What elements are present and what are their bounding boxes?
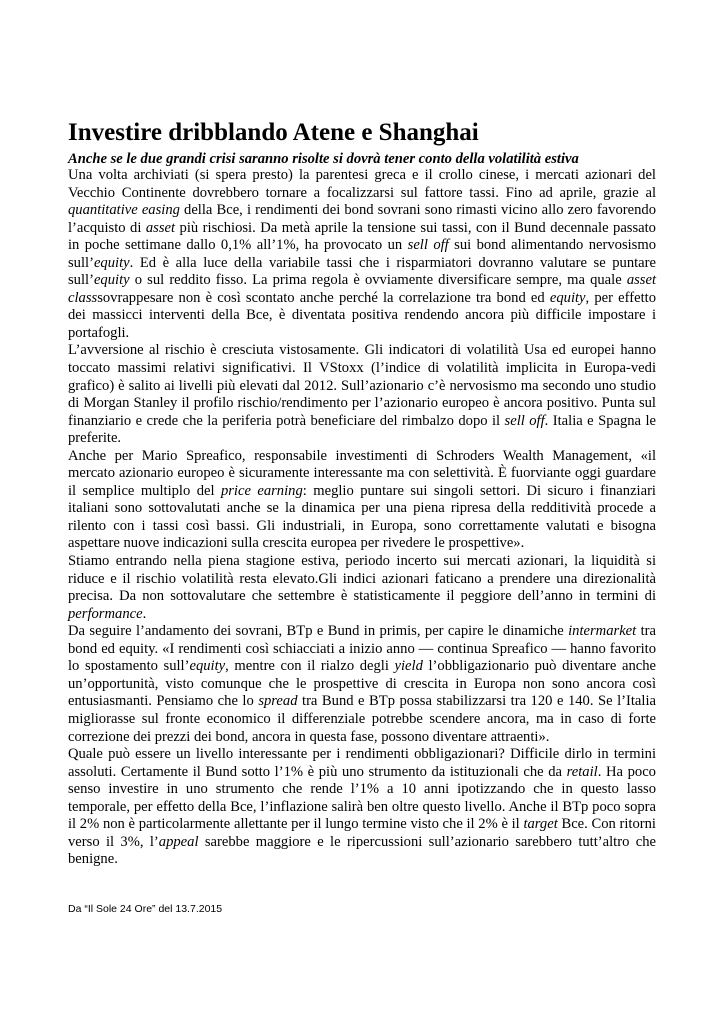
paragraph-text: o sul reddito fisso. La prima regola è ovviamente diversificare sempre, ma quale	[129, 272, 627, 289]
paragraph-text: .	[142, 605, 147, 622]
italic-term: target	[523, 816, 558, 833]
paragraph-text: più rischiosi. Da metà aprile la tensione sui tassi, con il Bund decennale passato in poche settimane dallo 0,1% all’1%, ha provocato un	[68, 219, 656, 254]
italic-term: intermarket	[568, 623, 637, 640]
article-title: Investire dribblando Atene e Shanghai	[68, 119, 479, 146]
italic-term: quantitative easing	[68, 202, 180, 219]
italic-term: spread	[258, 693, 298, 710]
paragraph-text: sui bond alimentando nervosismo sull’	[68, 237, 657, 271]
paragraph-text: . Italia e Spagna le preferite.	[68, 412, 657, 447]
paragraph-text: . Ha poco senso investire in uno strumento che rende l’1% a 10 anni ipotizzando che in questo lasso temporale, per effetto della Bce, l’inflazione salirà ben oltre questo livello. Anche il BTp poco sopra il 2% non è particolarmente allettante per il lungo termine visto che il 2% è il	[68, 763, 656, 833]
article-paragraph	[68, 623, 656, 746]
paragraph-text: Anche per Mario Spreafico, responsabile investimenti di Schroders Wealth Management, «il mercato azionario europeo è sicuramente interessante ma con selettività. È fuorviante oggi guardare il semplice multiplo del	[68, 447, 656, 499]
paragraph-text: . Ed è alla luce della variabile tassi che i risparmiatori dovranno valutare se puntare sull’	[68, 254, 656, 289]
paragraph-text: , per effetto dei massicci interventi della Bce, è diventata positiva rendendo ancora più difficile impostare i portafogli.	[68, 289, 656, 341]
italic-term: performance	[68, 605, 143, 622]
italic-term: price earning	[220, 482, 303, 499]
article-paragraph	[68, 553, 656, 623]
paragraph-text: tra Bund e BTp possa stabilizzarsi tra 120 e 140. Se l’Italia migliorasse sul fronte economico il differenziale potrebbe scendere ancora, ma in caso di forte correzione dei prezzi dei bond, ancora in questa fase, possono diventare attraenti».	[68, 693, 656, 745]
source-credit: Da “Il Sole 24 Ore” del 13.7.2015	[68, 903, 223, 915]
paragraph-text: sovrappesare non è così scontato anche perché la correlazione tra bond ed	[97, 289, 550, 306]
italic-term: equity	[93, 272, 130, 289]
paragraph-text: L’avversione al rischio è cresciuta vistosamente. Gli indicatori di volatilità Usa ed europei hanno toccato massimi relativi significativi. Il VStoxx (l’indice di volatilità implicita in Europa-vedi grafico) è salito ai livelli più elevati dal 2012. Sull’azionario c’è nervosismo ma secondo uno studio di Morgan Stanley il profilo rischio/rendimento per l’azionario europeo è ancora positivo. Punta sul finanziario e crede che la periferia potrà beneficiare del rimbalzo dopo il	[68, 342, 656, 429]
italic-term: yield	[394, 658, 423, 675]
article-paragraph	[68, 342, 656, 447]
italic-term: equity	[549, 289, 586, 306]
article-body	[68, 167, 656, 869]
italic-term: asset	[145, 219, 176, 236]
italic-term: asset class	[68, 272, 656, 306]
italic-term: retail	[566, 763, 598, 780]
italic-term: sell off	[407, 237, 449, 254]
paragraph-text: , mentre con il rialzo degli	[225, 658, 395, 675]
paragraph-text: Stiamo entrando nella piena stagione estiva, periodo incerto sui mercati azionari, la liquidità si riduce e il rischio volatilità resta elevato.Gli indici azionari faticano a prendere una direzionalità precisa. Da non sottovalutare che settembre è statisticamente il peggiore dell’anno in termini di	[68, 553, 656, 605]
article-paragraph	[68, 746, 656, 869]
paragraph-text: Bce. Con ritorni verso il 3%, l’	[68, 816, 656, 850]
article-subtitle: Anche se le due grandi crisi saranno risolte si dovrà tener conto della volatilità estiva	[68, 151, 579, 167]
paragraph-text: della Bce, i rendimenti dei bond sovrani sono rimasti vicino allo zero favorendo l’acquisto di	[68, 202, 656, 236]
paragraph-text: : meglio puntare sui singoli settori. Di sicuro i finanziari italiani sono sottovalutati anche se la dinamica per una piena ripresa della redditività procede a rilento con i tassi così bassi. Gli industriali, in Europa, sono correttamente valutati e bisogna aspettare nuove indicazioni sulla crescita europea per rivedere le prospettive».	[68, 482, 656, 552]
italic-term: equity	[189, 658, 226, 675]
article-paragraph	[68, 448, 656, 553]
paragraph-text: l’obbligazionario può diventare anche un’opportunità, visto comunque che le prospettive di crescita in Europa non sono ancora così entusiasmanti. Pensiamo che lo	[68, 658, 656, 710]
paragraph-text: Da seguire l’andamento dei sovrani, BTp e Bund in primis, per capire le dinamiche	[68, 623, 569, 640]
italic-term: appeal	[158, 833, 199, 850]
article-paragraph	[68, 167, 656, 342]
paragraph-text: sarebbe maggiore e le ripercussioni sull’azionario sarebbero tutt’altro che benigne.	[68, 833, 656, 868]
italic-term: equity	[93, 254, 130, 271]
italic-term: sell off	[504, 412, 545, 429]
paragraph-text: Una volta archiviati (si spera presto) la parentesi greca e il crollo cinese, i mercati azionari del Vecchio Continente dovrebbero tornare a focalizzarsi sul fattore tassi. Fino ad aprile, grazie al	[68, 167, 656, 201]
paragraph-text: Quale può essere un livello interessante per i rendimenti obbligazionari? Difficile dirlo in termini assoluti. Certamente il Bund sotto l’1% è più uno strumento da istituzionali che da	[68, 746, 656, 780]
paragraph-text: tra bond ed equity. «I rendimenti così schiacciati a inizio anno — continua Spreafico — hanno favorito lo spostamento sull’	[68, 623, 656, 675]
